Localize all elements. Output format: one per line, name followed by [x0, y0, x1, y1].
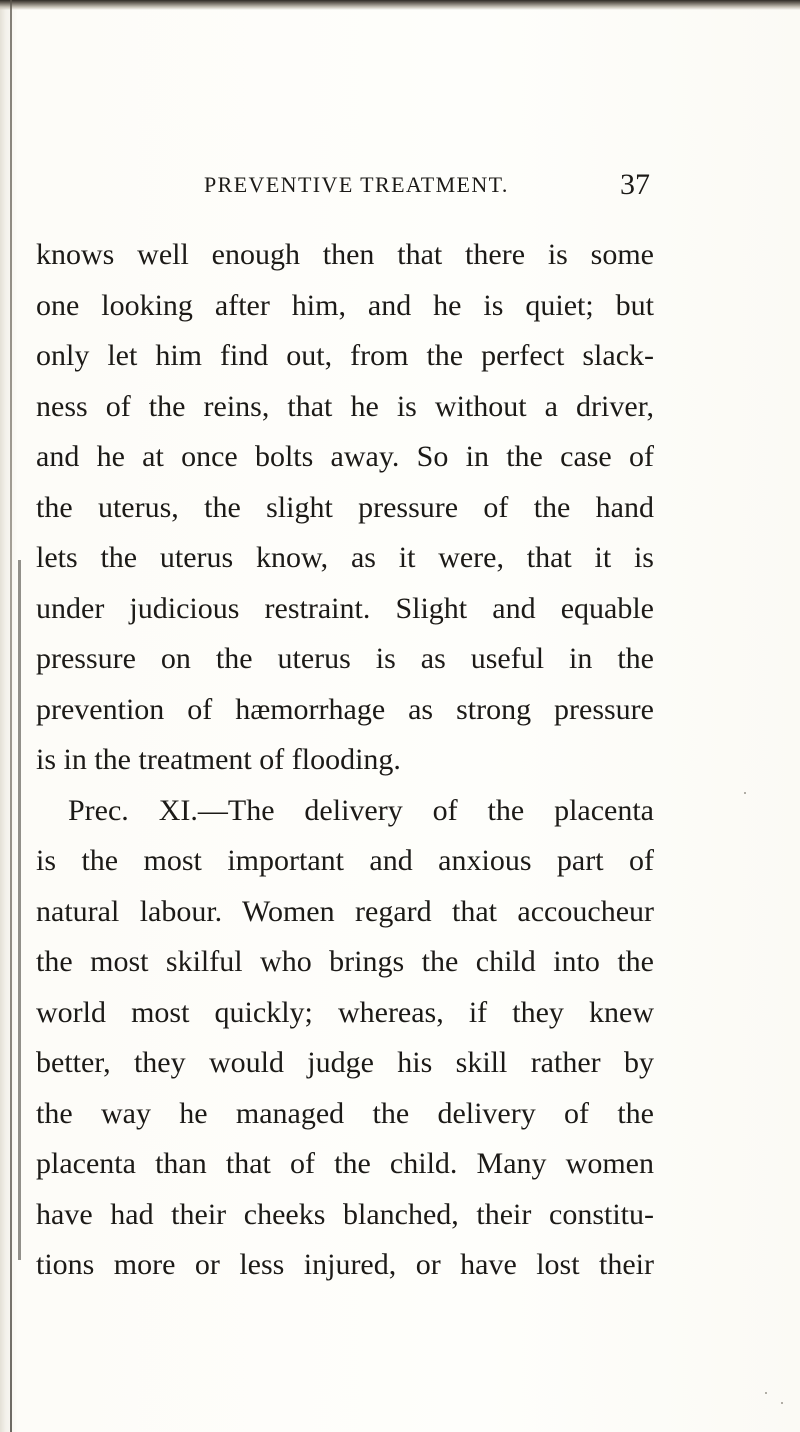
text-line: natural labour. Women regard that accoucheur	[36, 894, 654, 928]
text-line: pressure on the uterus is as useful in the	[36, 642, 654, 675]
text-line: placenta than that of the child. Many women	[36, 1147, 654, 1180]
paper-speck	[744, 792, 746, 794]
text-line: the uterus, the slight pressure of the hand	[36, 490, 654, 524]
text-line: the most skilful who brings the child into the	[36, 945, 654, 978]
page-top-edge-shadow	[0, 0, 800, 10]
paragraph-end-line: is in the treatment of flooding.	[36, 743, 401, 776]
text-line: have had their cheeks blanched, their constitu-	[36, 1197, 654, 1231]
text-line: under judicious restraint. Slight and equable	[36, 591, 654, 625]
text-line: the way he managed the delivery of the	[36, 1096, 654, 1130]
text-line: prevention of hæmorrhage as strong pressure	[36, 692, 654, 726]
binding-gutter-shadow	[18, 560, 21, 1260]
text-line: is the most important and anxious part of	[36, 844, 654, 877]
precept-heading-line: Prec. XI.—The delivery of the placenta	[68, 793, 654, 827]
paper-speck	[781, 1402, 783, 1404]
running-title: PREVENTIVE TREATMENT.	[204, 172, 509, 197]
running-header	[0, 168, 800, 202]
body-text	[36, 230, 654, 1291]
text-line: tions more or less injured, or have lost their	[36, 1248, 654, 1281]
text-line: ness of the reins, that he is without a driver,	[36, 389, 654, 423]
text-line: only let him find out, from the perfect slack-	[36, 339, 654, 372]
paper-speck	[765, 1392, 767, 1394]
text-line: knows well enough then that there is some	[36, 238, 654, 271]
text-line: better, they would judge his skill rather by	[36, 1046, 654, 1079]
page-number: 37	[620, 168, 650, 201]
binding-gutter-line	[10, 0, 12, 1432]
text-line: lets the uterus know, as it were, that it is	[36, 541, 654, 574]
text-line: one looking after him, and he is quiet; but	[36, 288, 654, 322]
text-line: world most quickly; whereas, if they knew	[36, 995, 654, 1029]
text-line: and he at once bolts away. So in the case of	[36, 440, 654, 473]
